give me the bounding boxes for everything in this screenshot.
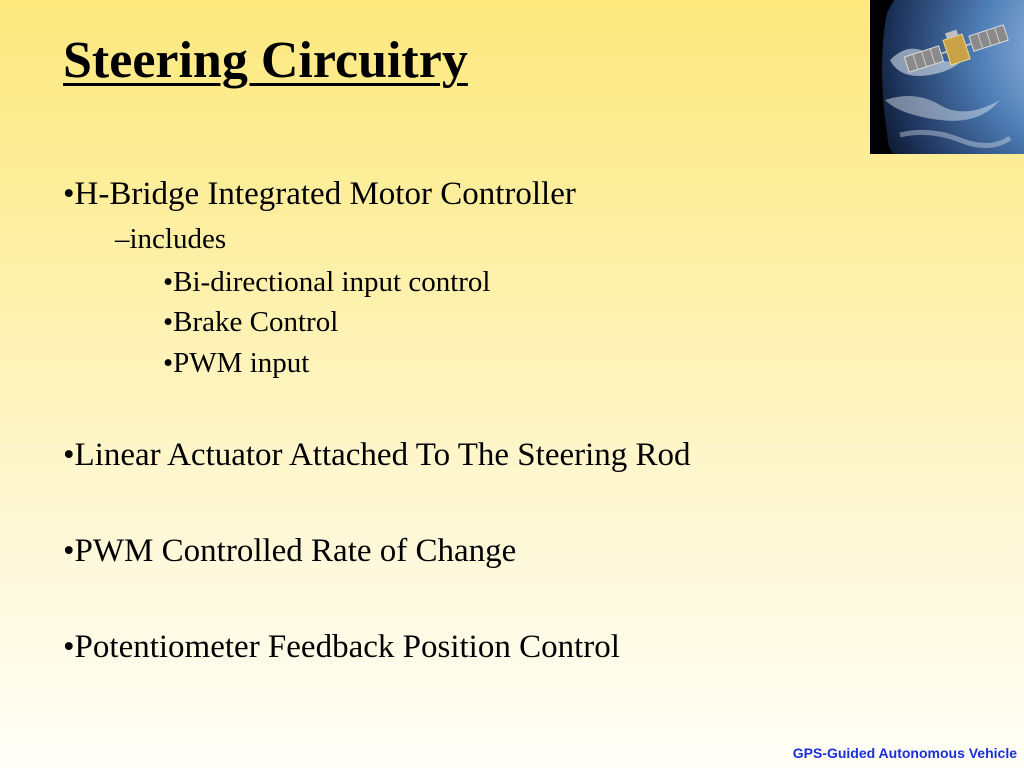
bullet-h-bridge: •H-Bridge Integrated Motor Controller <box>63 176 576 212</box>
bullet-potentiometer: •Potentiometer Feedback Position Control <box>63 629 620 665</box>
sub-bullet-pwm-input: •PWM input <box>163 347 310 379</box>
bullet-pwm-rate: •PWM Controlled Rate of Change <box>63 533 517 569</box>
bullet-linear-actuator: •Linear Actuator Attached To The Steering Rod <box>63 437 691 473</box>
sub-bullet-includes: –includes <box>115 223 227 255</box>
sub-bullet-brake: •Brake Control <box>163 306 339 338</box>
slide-title: Steering Circuitry <box>63 32 468 89</box>
footer-text: GPS-Guided Autonomous Vehicle <box>792 745 1017 761</box>
satellite-earth-image <box>870 0 1024 154</box>
sub-bullet-bidirectional: •Bi-directional input control <box>163 266 491 298</box>
satellite-over-earth-icon <box>870 0 1024 154</box>
